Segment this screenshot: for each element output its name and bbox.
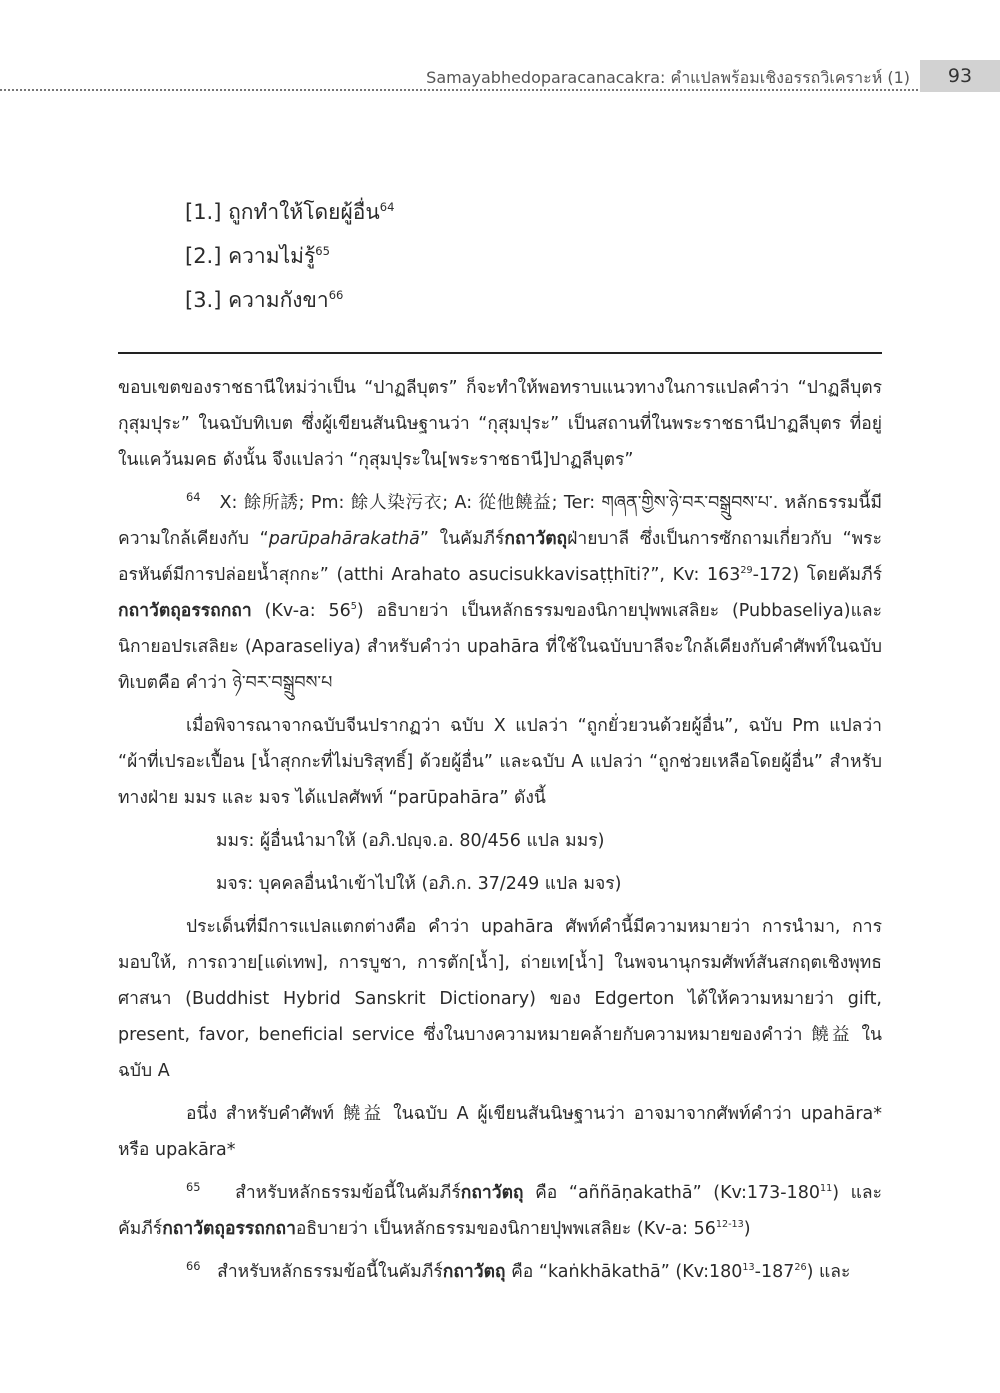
list-item (185, 278, 394, 322)
list-item (185, 190, 394, 234)
footnote-ref: 65 (315, 244, 330, 258)
footnote-marker: 66 (186, 1259, 201, 1274)
text-title: กถาวัตถุ (504, 529, 568, 549)
footnote-ref: 66 (328, 288, 344, 302)
translation-quote: มจร: บุคคลอื่นนำเข้าไปให้ (อภิ.ก. 37/249 แปล มจร) (216, 874, 622, 894)
pali-term: parūpahārakathā (268, 529, 420, 549)
list-item-text: [2.] ความไม่รู้ (185, 244, 316, 268)
list-item (185, 234, 394, 278)
running-header-title: Samayabhedoparacanacakra: คำแปลพร้อมเชิงอรรถวิเคราะห์ (1) (426, 68, 910, 87)
text-title: กถาวัตถุ (460, 1183, 524, 1203)
footnote-65: $^{65}$ สำหรับหลักธรรมข้อนี้ในคัมภีร์กถาวัตถุ คือ “aññāṇakathā” $(Kv:173-180^{11})$ และคัมภีร์กถาวัตถุอรรถกถาอธิบายว่า เป็นหลักธรรมของนิกายปุพพเสลิยะ (Kv-a: 56$^{12-13}$) (118, 1180, 882, 1239)
footnote-marker: 65 (186, 1180, 201, 1195)
text-title: กถาวัตถุอรรถกถา (118, 601, 252, 621)
footnote-separator (118, 352, 882, 354)
footnote-paragraph: ประเด็นที่มีการแปลแตกต่างคือ คำว่า upahāra ศัพท์คำนี้มีความหมายว่า การนำมา, การมอบให้, การถวาย[แด่เทพ], การบูชา, การตัก[น้ำ], ถ่ายเท[น้ำ] ในพจนานุกรมศัพท์สันสกฤตเชิงพุทธศาสนา (Buddhist Hybrid Sanskrit Dictionary) ของ Edgerton ได้ให้ความหมายว่า gift, present, favor, beneficial service ซึ่งในบางความหมายคล้ายกับความหมายของคำว่า 饒益 ในฉบับ A (118, 917, 882, 1081)
list-item-text: [1.] ถูกทำให้โดยผู้อื่น (185, 200, 380, 224)
footnote-66: $^{66}$ สำหรับหลักธรรมข้อนี้ในคัมภีร์กถาวัตถุ คือ “kaṅkhākathā” $(Kv:180^{13}-187^{26})$ และ (186, 1259, 851, 1282)
numbered-list (185, 190, 394, 322)
footnote-paragraph: อนึ่ง สำหรับคำศัพท์ 饒益 ในฉบับ A ผู้เขียนสันนิษฐานว่า อาจมาจากศัพท์คำว่า upahāra* หรือ upakāra* (118, 1104, 882, 1160)
footnote-continuation: ขอบเขตของราชธานีใหม่ว่าเป็น “ปาฏลีบุตร” ก็จะทำให้พอทราบแนวทางในการแปลคำว่า “ปาฏลีบุตร กุสุมปุระ” ในฉบับทิเบต ซึ่งผู้เขียนสันนิษฐานว่า “กุสุมปุระ” เป็นสถานที่ในพระราชธานีปาฏลีบุตร ที่อยู่ในแคว้นมคธ ดังนั้น จึงแปลว่า “กุสุมปุระใน[พระราชธานี]ปาฏลีบุตร” (118, 378, 882, 470)
footnote-64: $^{64}$ X: 餘所誘; Pm: 餘人染污衣; A: 從他饒益; Ter: གཞན་གྱིས་ཉེ་བར་བསྒྲུབས་པ་. หลักธรรมนี้มีความใกล้เคียงกับ “parūpahārakathā” ในคัมภีร์กถาวัตถุฝ่ายบาลี ซึ่งเป็นการซักถามเกี่ยวกับ “พระอรหันต์มีการปล่อยน้ำสุกกะ” (atthi Arahato asucisukkavisaṭṭhīti?”, Kv: $163^{29}-172$) โดยคัมภีร์กถาวัตถุอรรถกถา (Kv-a: $56^5$) อธิบายว่า เป็นหลักธรรมของนิกายปุพพเสลิยะ (Pubbaseliya)และนิกายอปรเสลิยะ (Aparaseliya) สำหรับคำว่า upahāra ที่ใช้ในฉบับบาลีจะใกล้เคียงกับคำศัพท์ในฉบับทิเบตคือ คำว่า ཉེ་བར་བསྒྲུབས་པ (118, 490, 882, 693)
translation-quote: มมร: ผู้อื่นนำมาให้ (อภิ.ปญฺจ.อ. 80/456 แปล มมร) (216, 831, 605, 851)
list-item-text: [3.] ความกังขา (185, 288, 329, 312)
header-dotted-line (0, 89, 918, 91)
footnote-area (118, 370, 882, 1297)
footnote-paragraph: เมื่อพิจารณาจากฉบับจีนปรากฏว่า ฉบับ X แปลว่า “ถูกยั่วยวนด้วยผู้อื่น”, ฉบับ Pm แปลว่า “ผ้าที่เปรอะเปื้อน [น้ำสุกกะที่ไม่บริสุทธิ์] ด้วยผู้อื่น” และฉบับ A แปลว่า “ถูกช่วยเหลือโดยผู้อื่น” สำหรับทางฝ่าย มมร และ มจร ได้แปลศัพท์ “parūpahāra” ดังนี้ (118, 716, 882, 808)
text-title: กถาวัตถุอรรถกถา (162, 1219, 296, 1239)
page-number: 93 (920, 60, 1000, 92)
footnote-marker: 64 (186, 490, 201, 505)
text-title: กถาวัตถุ (442, 1262, 506, 1282)
footnote-ref: 64 (379, 200, 395, 214)
